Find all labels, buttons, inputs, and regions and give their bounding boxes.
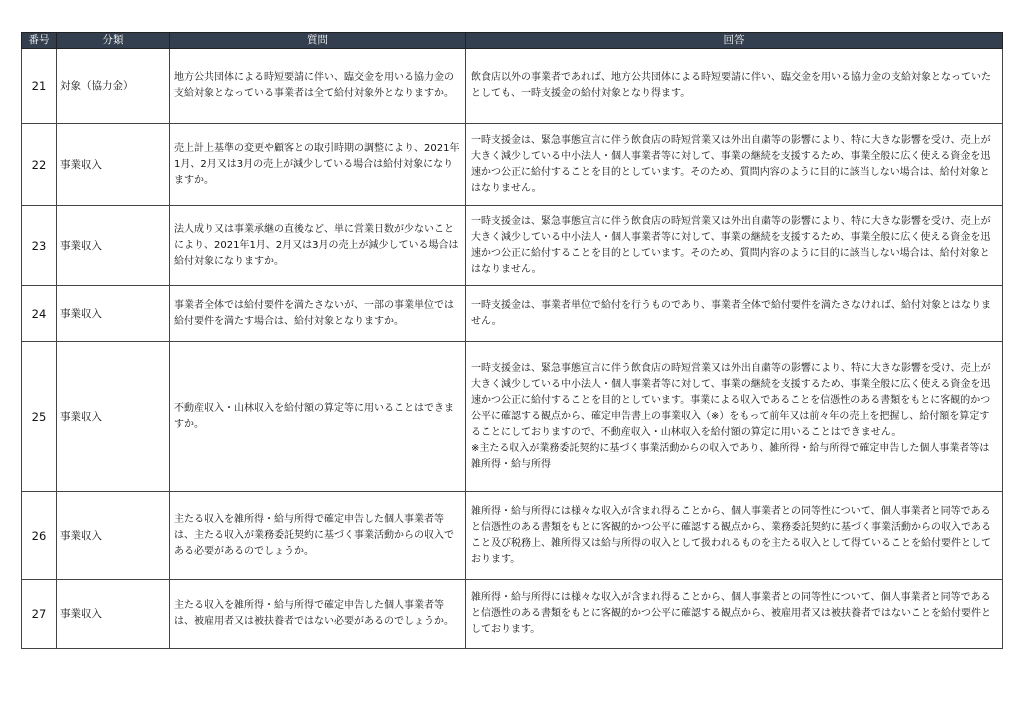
row-answer: 飲食店以外の事業者であれば、地方公共団体による時短要請に伴い、臨交金を用いる協力金の支給対象となっていたとしても、一時支援金の給付対象となり得ます。 (466, 49, 1003, 124)
row-question: 事業者全体では給付要件を満たさないが、一部の事業単位では給付要件を満たす場合は、給付対象となりますか。 (170, 286, 466, 342)
row-number: 23 (22, 206, 57, 286)
row-answer-note: ※主たる収入が業務委託契約に基づく事業活動からの収入であり、雑所得・給与所得で確定申告した個人事業者等は雑所得・給与所得 (471, 442, 990, 470)
header-question: 質問 (170, 33, 466, 49)
row-answer: 雑所得・給与所得には様々な収入が含まれ得ることから、個人事業者との同等性について、個人事業者と同等であると信憑性のある書類をもとに客観的かつ公平に確認する観点から、業務委託契約に基づく事業活動からの収入であること及び税務上、雑所得又は給与所得の収入として扱われるものを主たる収入として得ていることを給付要件としております。 (466, 492, 1003, 580)
row-answer-text: 一時支援金は、緊急事態宣言に伴う飲食店の時短営業又は外出自粛等の影響により、特に大きな影響を受け、売上が大きく減少している中小法人・個人事業者等に対して、事業の継続を支援するため、事業全般に広く使える資金を迅速かつ公正に給付することを目的としています。事業による収入であることを信憑性のある書類をもとに客観的かつ公平に確認する観点から、確定申告書上の事業収入（※）をもって前年又は前々年の売上を把握し、給付額を算定することにしておりますので、不動産収入・山林収入を給付額の算定に用いることはできません。 (471, 362, 991, 438)
row-question: 主たる収入を雑所得・給与所得で確定申告した個人事業者等は、被雇用者又は被扶養者ではない必要があるのでしょうか。 (170, 580, 466, 649)
table-row (22, 580, 1003, 649)
row-category: 事業収入 (57, 580, 170, 649)
row-question: 法人成り又は事業承継の直後など、単に営業日数が少ないことにより、2021年1月、2月又は3月の売上が減少している場合は給付対象になりますか。 (170, 206, 466, 286)
row-answer: 一時支援金は、緊急事態宣言に伴う飲食店の時短営業又は外出自粛等の影響により、特に大きな影響を受け、売上が大きく減少している中小法人・個人事業者等に対して、事業の継続を支援するため、事業全般に広く使える資金を迅速かつ公正に給付することを目的としています。そのため、質問内容のように目的に該当しない場合は、給付対象とはなりません。 (466, 206, 1003, 286)
row-number: 26 (22, 492, 57, 580)
row-category: 事業収入 (57, 342, 170, 492)
table-row (22, 124, 1003, 206)
table-row (22, 49, 1003, 124)
row-answer: 一時支援金は、緊急事態宣言に伴う飲食店の時短営業又は外出自粛等の影響により、特に大きな影響を受け、売上が大きく減少している中小法人・個人事業者等に対して、事業の継続を支援するため、事業全般に広く使える資金を迅速かつ公正に給付することを目的としています。そのため、質問内容のように目的に該当しない場合は、給付対象とはなりません。 (466, 124, 1003, 206)
row-answer: 雑所得・給与所得には様々な収入が含まれ得ることから、個人事業者との同等性について、個人事業者と同等であると信憑性のある書類をもとに客観的かつ公平に確認する観点から、被雇用者又は被扶養者ではないことを給付要件としております。 (466, 580, 1003, 649)
row-category: 事業収入 (57, 286, 170, 342)
row-category: 事業収入 (57, 124, 170, 206)
row-number: 24 (22, 286, 57, 342)
faq-sheet (21, 32, 1002, 649)
row-answer: 一時支援金は、事業者単位で給付を行うものであり、事業者全体で給付要件を満たさなければ、給付対象とはなりません。 (466, 286, 1003, 342)
header-number: 番号 (22, 33, 57, 49)
table-row (22, 342, 1003, 492)
row-category: 事業収入 (57, 206, 170, 286)
row-question: 不動産収入・山林収入を給付額の算定等に用いることはできますか。 (170, 342, 466, 492)
row-number: 22 (22, 124, 57, 206)
row-number: 27 (22, 580, 57, 649)
row-number: 25 (22, 342, 57, 492)
row-category: 対象（協力金） (57, 49, 170, 124)
header-answer: 回答 (466, 33, 1003, 49)
faq-table (21, 32, 1003, 649)
table-row (22, 286, 1003, 342)
table-row (22, 492, 1003, 580)
table-row (22, 206, 1003, 286)
row-question: 地方公共団体による時短要請に伴い、臨交金を用いる協力金の支給対象となっている事業者は全て給付対象外となりますか。 (170, 49, 466, 124)
header-row (22, 33, 1003, 49)
row-number: 21 (22, 49, 57, 124)
row-question: 売上計上基準の変更や顧客との取引時期の調整により、2021年1月、2月又は3月の売上が減少している場合は給付対象になりますか。 (170, 124, 466, 206)
row-question: 主たる収入を雑所得・給与所得で確定申告した個人事業者等は、主たる収入が業務委託契約に基づく事業活動からの収入である必要があるのでしょうか。 (170, 492, 466, 580)
row-category: 事業収入 (57, 492, 170, 580)
row-answer (466, 342, 1003, 492)
header-category: 分類 (57, 33, 170, 49)
